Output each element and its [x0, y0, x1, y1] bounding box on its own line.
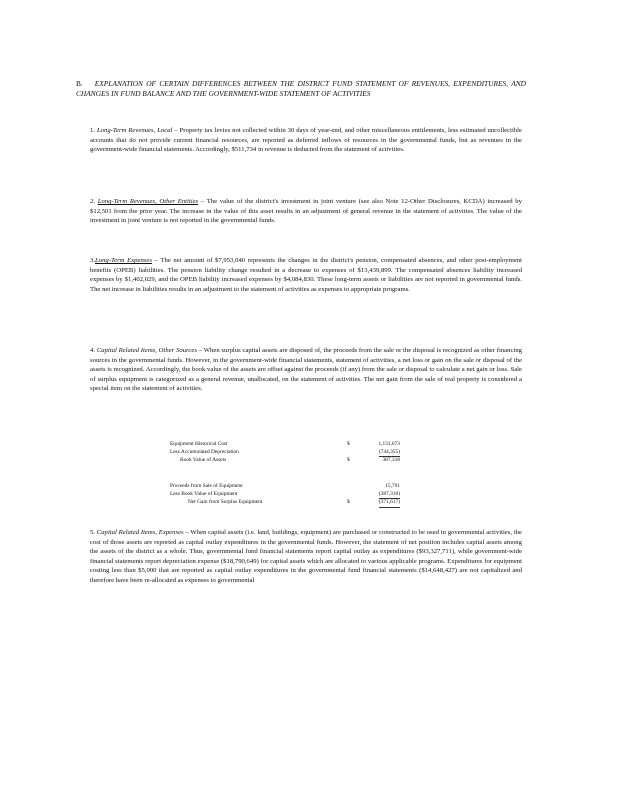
section-letter: B.: [76, 79, 83, 88]
paragraph-2-title: Long-Term Revenues, Other Entities: [97, 198, 199, 205]
schedule-row: Equipment Historical Cost $ 1,131,673: [170, 441, 400, 447]
paragraph-4-body: – When surplus capital assets are disposed of, the proceeds from the sale or the disposal is recognized as other financing sources in the governmental funds. However, in the government-wide financial statements, statement of activities, a net loss or gain on the sale or disposal of the assets is recognized. Accordingly, the book value of the assets are offset against the proceeds (if any) from the sale or disposal to calculate a net gain or loss. Sale of surplus equipment is categorized as a general revenue, unallocated, on the statement of activities. The net gain from the sale of real property is considered a special item on the statement of activities.: [90, 347, 523, 393]
paragraph-4: 4. Capital Related Items, Other Sources – When surplus capital assets are disposed of, the proceeds from the sale or the disposal is recognized as other financing sources in the governmental funds. However, in the government-wide financial statements, statement of activities, a net loss or gain on the sale or disposal of the assets is recognized. Accordingly, the book value of the assets are offset against the proceeds (if any) from the sale or disposal to calculate a net gain or loss. Sale of surplus equipment is categorized as a general revenue, unallocated, on the statement of activities. The net gain from the sale of real property is considered a special item on the statement of activities.: [90, 347, 523, 393]
net-gain-schedule: [170, 482, 400, 507]
section-heading: [76, 79, 526, 100]
schedule-row: Book Value of Assets $ 387,318: [180, 457, 400, 464]
section-title: EXPLANATION OF CERTAIN DIFFERENCES BETWEEN THE DISTRICT FUND STATEMENT OF REVENUES, EXPENDITURES, AND CHANGES IN FUND BALANCE AND THE GOVERNMENT-WIDE STATEMENT OF ACTIVITIES: [76, 79, 526, 99]
paragraph-3: 3.Long-Term Expenses – The net amount of $7,953,040 represents the changes in the district's pension, compensated absences, and other post-employment benefits (OPEB) liabilities. The pension liability change resulted in a decrease to expenses of $13,439,899. The compensated absences liability increased expenses by $1,402,029, and the OPEB liability increased expenses by $4,084,830. These long-term assets or liabilities are not reported in governmental funds. The net increase in liabilities results in an adjustment to the statement of activities as expenses to appropriate programs.: [90, 257, 523, 293]
paragraph-3-body: – The net amount of $7,953,040 represents the changes in the district's pension, compensated absences, and other post-employment benefits (OPEB) liabilities. The pension liability change resulted in a decrease to expenses of $13,439,899. The compensated absences liability increased expenses by $1,402,029, and the OPEB liability increased expenses by $4,084,830. These long-term assets or liabilities are not reported in governmental funds. The net increase in liabilities results in an adjustment to the statement of activities as expenses to appropriate programs.: [90, 257, 523, 293]
schedule-row: Less Accumulated Depreciation (744,355): [170, 448, 400, 456]
schedule-row: Less Book Value of Equipment (387,318): [170, 490, 400, 498]
paragraph-1-title: Long-Term Revenues, Local: [96, 127, 173, 134]
paragraph-5: 5. Capital Related Items, Expenses – When capital assets (i.e. land, buildings, equipment) are purchased or constructed to be used in governmental activities, the cost of those assets are reported as capital outlay expenditures in the governmental funds. However, the statement of net position includes capital assets among the assets of the district as a whole. Thus, governmental fund financial statements report capital outlay as expenditures ($93,327,711), while government-wide financial statements report depreciation expense ($18,790,649) for capital assets which are allocated to various applicable programs. Expenditures for equipment costing less than $5,000 that are reported as capital outlay expenditures in the governmental fund financial statements ($14,648,427) are not capitalized and therefore have been re-allocated as expenses to governmental: [90, 529, 522, 584]
paragraph-4-title: Capital Related Items, Other Sources: [96, 347, 197, 354]
schedule-row: Proceeds from Sale of Equipment 15,701: [170, 483, 400, 489]
paragraph-2: 2. Long-Term Revenues, Other Entities – The value of the district's investment in joint venture (see also Note 12-Other Disclosures, KCDA) increased by $12,501 from the prior year. The increase in the value of this asset results in an adjustment of general revenue in the statement of activities. The value of the investment in joint venture is not reported in the governmental funds.: [90, 198, 522, 225]
paragraph-1: 1. Long-Term Revenues, Local – Property tax levies not collected within 30 days of year-end, and other miscellaneous entitlements, less estimated uncollectible accounts that do not provide current financial resources, are reported as deferred inflows of resources in the governmental funds, but as revenues in the government-wide financial statements. Accordingly, $511,734 in revenue is deducted from the statement of activities.: [90, 127, 523, 154]
schedule-row: Net Gain from Surplus Equipment $ (371,617): [170, 498, 400, 506]
book-value-schedule: [170, 440, 400, 465]
paragraph-1-body: – Property tax levies not collected within 30 days of year-end, and other miscellaneous entitlements, less estimated uncollectible accounts that do not provide current financial resources, are reported as deferred inflows of resources in the governmental funds, but as revenues in the government-wide financial statements. Accordingly, $511,734 in revenue is deducted from the statement of activities.: [90, 127, 523, 154]
paragraph-5-title: Capital Related Items, Expenses: [96, 529, 184, 536]
paragraph-2-body: – The value of the district's investment in joint venture (see also Note 12-Other Disclosures, KCDA) increased by $12,501 from the prior year. The increase in the value of this asset results in an adjustment of general revenue in the statement of activities. The value of the investment in joint venture is not reported in the governmental funds.: [90, 198, 522, 225]
paragraph-3-title: Long-Term Expenses: [95, 257, 152, 264]
paragraph-5-body: – When capital assets (i.e. land, buildings, equipment) are purchased or constructed to be used in governmental activities, the cost of those assets are reported as capital outlay expenditures in the governmental funds. However, the statement of net position includes capital assets among the assets of the district as a whole. Thus, governmental fund financial statements report capital outlay as expenditures ($93,327,711), while government-wide financial statements report depreciation expense ($18,790,649) for capital assets which are allocated to various applicable programs. Expenditures for equipment costing less than $5,000 that are reported as capital outlay expenditures in the governmental fund financial statements ($14,648,427) are not capitalized and therefore have been re-allocated as expenses to governmental: [90, 529, 522, 584]
